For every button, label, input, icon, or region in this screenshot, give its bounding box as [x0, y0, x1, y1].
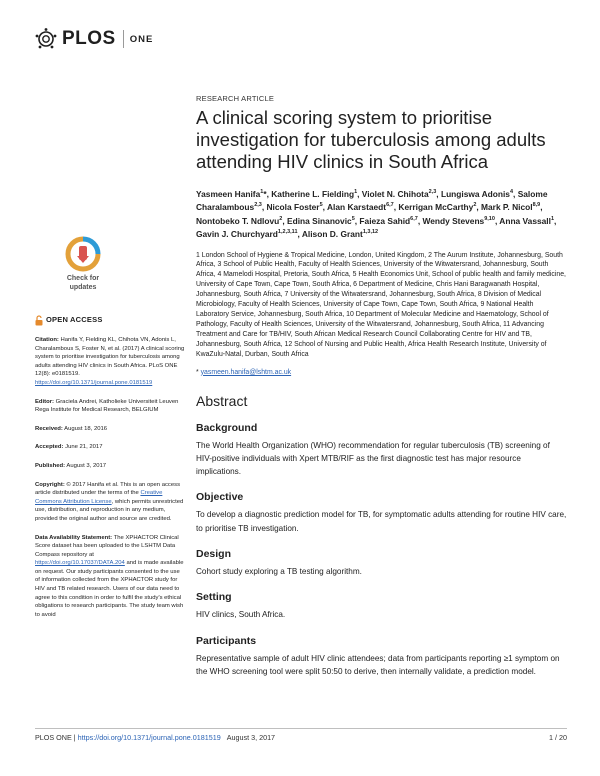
received-date: Received: August 18, 2016 [35, 425, 108, 432]
author-name: Katherine L. Fielding [271, 188, 355, 199]
author-affiliation-ref: 6,7 [410, 215, 418, 222]
author-name: Lungiswa Adonis [440, 188, 510, 199]
author-name: Edina Sinanovic [287, 215, 352, 226]
author-affiliation-ref: 6,7 [386, 202, 394, 209]
open-access-lock-icon [35, 315, 43, 326]
author-name: Nicola Foster [266, 202, 320, 213]
check-for-updates-label: Check for updates [66, 275, 100, 291]
author-name: Salome Charalambous [196, 188, 548, 213]
author-affiliation-ref: 2,3 [428, 189, 437, 195]
author-affiliation-ref: 1,3,12 [362, 229, 379, 236]
author-name: Wendy Stevens [422, 215, 485, 226]
correspondence: * yasmeen.hanifa@lshtm.ac.uk [196, 368, 292, 376]
abstract-section-text: The World Health Organization (WHO) recommendation for regular tuberculosis (TB) screening of HIV-positive individuals with Xpert MTB/RIF as the first diagnostic test has major resource implications. [196, 440, 550, 477]
author-affiliation-ref: 1 [354, 189, 358, 195]
plos-logo-icon [34, 27, 58, 51]
affiliations: 1 London School of Hygiene & Tropical Medicine, London, United Kingdom, 2 The Aurum Institute, Johannesburg, South Africa, 3 School of Public Health, Faculty of Health Sciences, University of the Witwatersrand, Johannesburg, South Africa, 4 Mamelodi Hospital, Pretoria, South Africa, 5 Health Economics Unit, School of public health and family medicine, University of Cape Town, Cape Town, South Africa, 6 Department of Medicine, Chris Hani Baragwanath Hospital, Johannesburg, South Africa, 7 University of the Witwatersrand, Johannesburg, South Africa, 8 Division of Medical Microbiology, Faculty of Health Sciences, University of Cape Town, Cape Town, South Africa, 9 National Health Laboratory Service, Johannesburg, South Africa, 10 Department of Molecular Medicine and Haematology, School of Pathology, Faculty of Health Sciences, University of the Witwatersrand, Johannesburg, South Africa, 11 Advancing Treatment and Care for TB/HIV, South African Medical Research Council Collaborating Centre for HIV and TB, Johannesburg, South Africa, 12 School of Nursing and Public Health, Africa Health Research Institute, University of KwaZulu-Natal, Durban, South Africa [196, 251, 566, 358]
author-name: Alison D. Grant [301, 228, 363, 239]
publisher-name: PLOS [62, 28, 116, 49]
article-main [196, 94, 568, 678]
corresponding-author-mark: * [263, 188, 267, 199]
plos-one-logo [34, 26, 153, 52]
author-affiliation-ref: 5 [319, 202, 323, 209]
data-repository-link[interactable]: https://doi.org/10.17037/DATA.204 [35, 560, 125, 567]
abstract-section-text: To develop a diagnostic prediction model for TB, for symptomatic adults attending for routine HIV care, to prioritise TB investigation. [196, 510, 567, 533]
abstract-section-heading: Setting [196, 591, 232, 604]
page-footer [35, 733, 567, 745]
author-list: Yasmeen Hanifa$^1$*, Katherine L. Fielding$^1$, Violet N. Chihota$^{2,3}$, Lungiswa Adonis$^4$, Salome Charalambous$^{2,3}$, Nicola Foster$^5$, Alan Karstaedt$^{6,7}$, Kerrigan McCarthy$^2$, Mark P. Nicol$^{8,9}$, Nontobeko T. Ndlovu$^2$, Edina Sinanovic$^5$, Faieza Sahid$^{6,7}$, Wendy Stevens$^{9,10}$, Anna Vassall$^1$, Gavin J. Churchyard$^{1,2,3,11}$, Alison D. Grant$^{1,3,12}$ [196, 188, 557, 239]
check-for-updates-icon [62, 236, 104, 272]
author-name: Kerrigan McCarthy [398, 202, 474, 213]
logo-divider [123, 30, 124, 48]
citation-block: Citation: Hanifa Y, Fielding KL, Chihota VN, Adonis L, Charalambous S, Foster N, et al. (2017) A clinical scoring system to prioritise investigation for tuberculosis among adults attending HIV clinics in South Africa. PLoS ONE 12(8): e0181519. https://doi.org/10.1371/journal.pone.0181519 [35, 337, 185, 386]
author-name: Violet N. Chihota [361, 188, 429, 199]
author-affiliation-ref: 8,9 [532, 202, 541, 209]
article-type: RESEARCH ARTICLE [196, 94, 275, 103]
published-date: Published: August 3, 2017 [35, 462, 107, 469]
author-affiliation-ref: 2,3 [254, 202, 262, 209]
author-name: Gavin J. Churchyard [196, 228, 278, 239]
abstract-sections [196, 422, 568, 679]
license-link[interactable]: Creative Commons Attribution License [35, 490, 163, 505]
author-name: Anna Vassall [499, 215, 551, 226]
author-name: Faieza Sahid [359, 215, 411, 226]
footer-citation: PLOS ONE | https://doi.org/10.1371/journal.pone.0181519 August 3, 2017 [35, 733, 276, 742]
author-affiliation-ref: 5 [351, 215, 355, 222]
open-access-label: OPEN ACCESS [35, 315, 185, 326]
page-number: 1 / 20 [549, 733, 567, 742]
corresponding-email-link[interactable]: yasmeen.hanifa@lshtm.ac.uk [200, 368, 292, 376]
editor-block: Editor: Graciela Andrei, Katholieke Universiteit Leuven Rega Institute for Medical Research, BELGIUM [35, 398, 179, 414]
abstract-section-text: HIV clinics, South Africa. [196, 610, 286, 620]
author-affiliation-ref: 1,2,3,11 [277, 229, 298, 236]
copyright-block: Copyright: © 2017 Hanifa et al. This is an open access article distributed under the terms of the Creative Commons Attribution License, which permits unrestricted use, distribution, and reproduction in any medium, provided the original author and source are credited. [35, 481, 184, 522]
footer-doi-link[interactable]: https://doi.org/10.1371/journal.pone.0181519 [77, 733, 221, 742]
abstract-section-text: Representative sample of adult HIV clinic attendees; data from participants reporting ≥1 symptom on the WHO screening tool were split 50:50 to derive, then internally validate, a prediction model. [196, 653, 560, 676]
abstract-section-heading: Design [196, 548, 232, 561]
check-for-updates-badge[interactable] [62, 236, 104, 292]
author-affiliation-ref: 2 [279, 215, 283, 222]
author-name: Alan Karstaedt [326, 202, 387, 213]
article-title: A clinical scoring system to prioritise investigation for tuberculosis among adults attending HIV clinics in South Africa [196, 107, 546, 172]
abstract-section-heading: Background [196, 421, 258, 434]
author-name: Yasmeen Hanifa [196, 188, 261, 199]
author-name: Mark P. Nicol [481, 202, 533, 213]
author-affiliation-ref: 1 [260, 189, 264, 195]
accepted-date: Accepted: June 21, 2017 [35, 444, 103, 451]
author-name: Nontobeko T. Ndlovu [196, 215, 280, 226]
author-affiliation-ref: 1 [550, 215, 555, 222]
abstract-heading: Abstract [196, 392, 248, 409]
author-affiliation-ref: 9,10 [484, 215, 495, 222]
author-affiliation-ref: 2 [473, 202, 477, 209]
journal-name: ONE [129, 33, 154, 45]
abstract-section-text: Cohort study exploring a TB testing algorithm. [196, 567, 362, 577]
article-info-sidebar [35, 315, 185, 629]
citation-doi-link[interactable]: https://doi.org/10.1371/journal.pone.0181519 [35, 379, 153, 386]
footer-divider [35, 728, 567, 729]
data-availability-block: Data Availability Statement: The XPHACTOR Clinical Score dataset has been uploaded to the LSHTM Data Compass repository at https://doi.org/10.17037/DATA.204 and is made available on request. Our study participants consented to the use of information collected from the XPHACTOR study for HIV and TB related research. Users of our data need to agree to this condition in order to fulfil the study's ethical obligations to research participants. The study team wish to avoid [35, 534, 184, 618]
author-affiliation-ref: 4 [509, 189, 514, 195]
abstract-section-heading: Objective [196, 491, 244, 504]
abstract-section-heading: Participants [196, 634, 257, 647]
